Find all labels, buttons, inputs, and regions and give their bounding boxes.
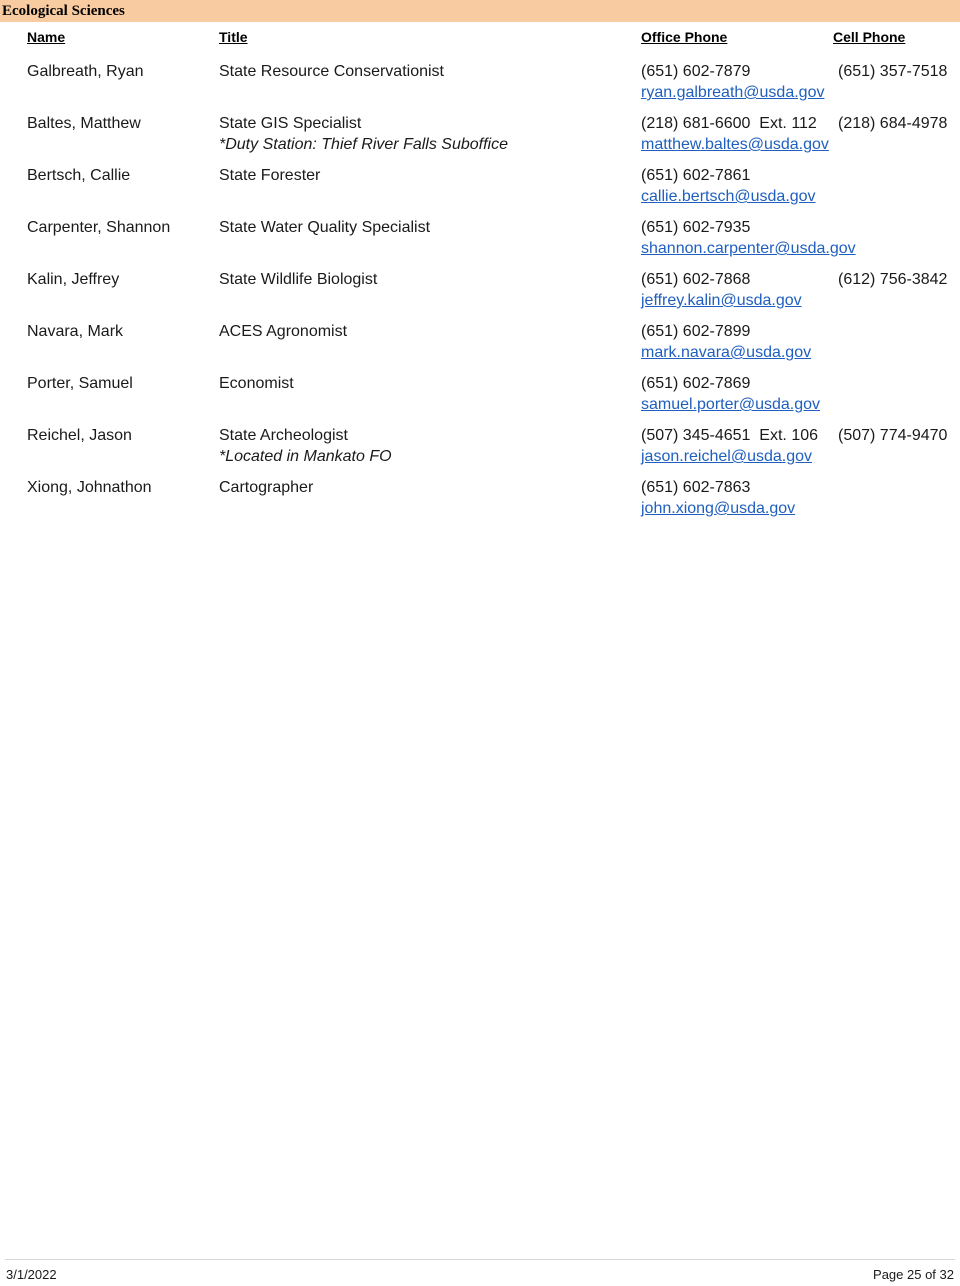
office-phone: (651) 602-7935 <box>641 219 751 236</box>
staff-title: State Resource Conservationist <box>219 63 444 80</box>
section-header: Ecological Sciences <box>0 0 960 22</box>
cell-phone: (218) 684-4978 <box>838 115 948 132</box>
staff-title-note: *Duty Station: Thief River Falls Suboffice <box>219 136 509 153</box>
cell-phone: (651) 357-7518 <box>838 63 948 80</box>
office-phone: (218) 681-6600 Ext. 112 <box>641 115 817 132</box>
email-link[interactable]: matthew.baltes@usda.gov <box>641 136 829 153</box>
column-header-cell-phone: Cell Phone <box>833 29 906 45</box>
office-contact-cell <box>641 373 820 415</box>
staff-name: Baltes, Matthew <box>27 115 141 132</box>
list-item <box>0 269 960 319</box>
office-contact-cell <box>641 165 816 207</box>
email-link[interactable]: john.xiong@usda.gov <box>641 500 796 517</box>
staff-name: Carpenter, Shannon <box>27 219 171 236</box>
page-number: Page 25 of 32 <box>873 1267 954 1282</box>
staff-title: State Archeologist <box>219 427 348 444</box>
staff-title: State Wildlife Biologist <box>219 271 378 288</box>
staff-name: Navara, Mark <box>27 323 124 340</box>
list-item <box>0 113 960 163</box>
email-link[interactable]: mark.navara@usda.gov <box>641 344 812 361</box>
list-item <box>0 165 960 215</box>
staff-title-cell <box>219 373 294 394</box>
list-item <box>0 373 960 423</box>
office-phone: (651) 602-7869 <box>641 375 751 392</box>
staff-title-note: *Located in Mankato FO <box>219 448 392 465</box>
column-header-name: Name <box>27 29 66 45</box>
staff-title-cell <box>219 321 347 342</box>
office-contact-cell <box>641 113 829 155</box>
email-link[interactable]: callie.bertsch@usda.gov <box>641 188 816 205</box>
footer-date: 3/1/2022 <box>6 1267 57 1282</box>
office-contact-cell <box>641 425 818 467</box>
cell-phone: (507) 774-9470 <box>838 427 948 444</box>
staff-title-cell <box>219 113 508 155</box>
list-item <box>0 321 960 371</box>
office-phone: (651) 602-7868 <box>641 271 751 288</box>
office-contact-cell <box>641 321 811 363</box>
column-header-title: Title <box>219 29 248 45</box>
staff-title-cell <box>219 425 392 467</box>
list-item <box>0 61 960 111</box>
email-link[interactable]: jeffrey.kalin@usda.gov <box>641 292 802 309</box>
office-phone: (651) 602-7899 <box>641 323 751 340</box>
staff-name: Reichel, Jason <box>27 427 132 444</box>
staff-title-cell <box>219 61 444 82</box>
office-contact-cell <box>641 477 795 519</box>
email-link[interactable]: shannon.carpenter@usda.gov <box>641 240 856 257</box>
staff-title: ACES Agronomist <box>219 323 348 340</box>
email-link[interactable]: jason.reichel@usda.gov <box>641 448 813 465</box>
staff-name: Kalin, Jeffrey <box>27 271 120 288</box>
office-contact-cell <box>641 217 856 259</box>
office-phone: (651) 602-7861 <box>641 167 751 184</box>
staff-name: Galbreath, Ryan <box>27 63 144 80</box>
email-link[interactable]: ryan.galbreath@usda.gov <box>641 84 825 101</box>
list-item <box>0 217 960 267</box>
staff-title: Cartographer <box>219 479 314 496</box>
staff-title: State Water Quality Specialist <box>219 219 431 236</box>
email-link[interactable]: samuel.porter@usda.gov <box>641 396 820 413</box>
staff-title: State Forester <box>219 167 321 184</box>
list-item <box>0 477 960 527</box>
staff-title-cell <box>219 165 320 186</box>
staff-title-cell <box>219 477 313 498</box>
staff-name: Xiong, Johnathon <box>27 479 152 496</box>
office-contact-cell <box>641 269 802 311</box>
office-phone: (507) 345-4651 Ext. 106 <box>641 427 819 444</box>
staff-title-cell <box>219 217 430 238</box>
office-phone: (651) 602-7879 <box>641 63 751 80</box>
staff-title-cell <box>219 269 377 290</box>
staff-name: Bertsch, Callie <box>27 167 131 184</box>
staff-title: Economist <box>219 375 294 392</box>
staff-name: Porter, Samuel <box>27 375 133 392</box>
footer-divider <box>5 1259 955 1260</box>
staff-title: State GIS Specialist <box>219 115 362 132</box>
list-item <box>0 425 960 475</box>
office-contact-cell <box>641 61 824 103</box>
column-header-office-phone: Office Phone <box>641 29 728 45</box>
cell-phone: (612) 756-3842 <box>838 271 948 288</box>
office-phone: (651) 602-7863 <box>641 479 751 496</box>
